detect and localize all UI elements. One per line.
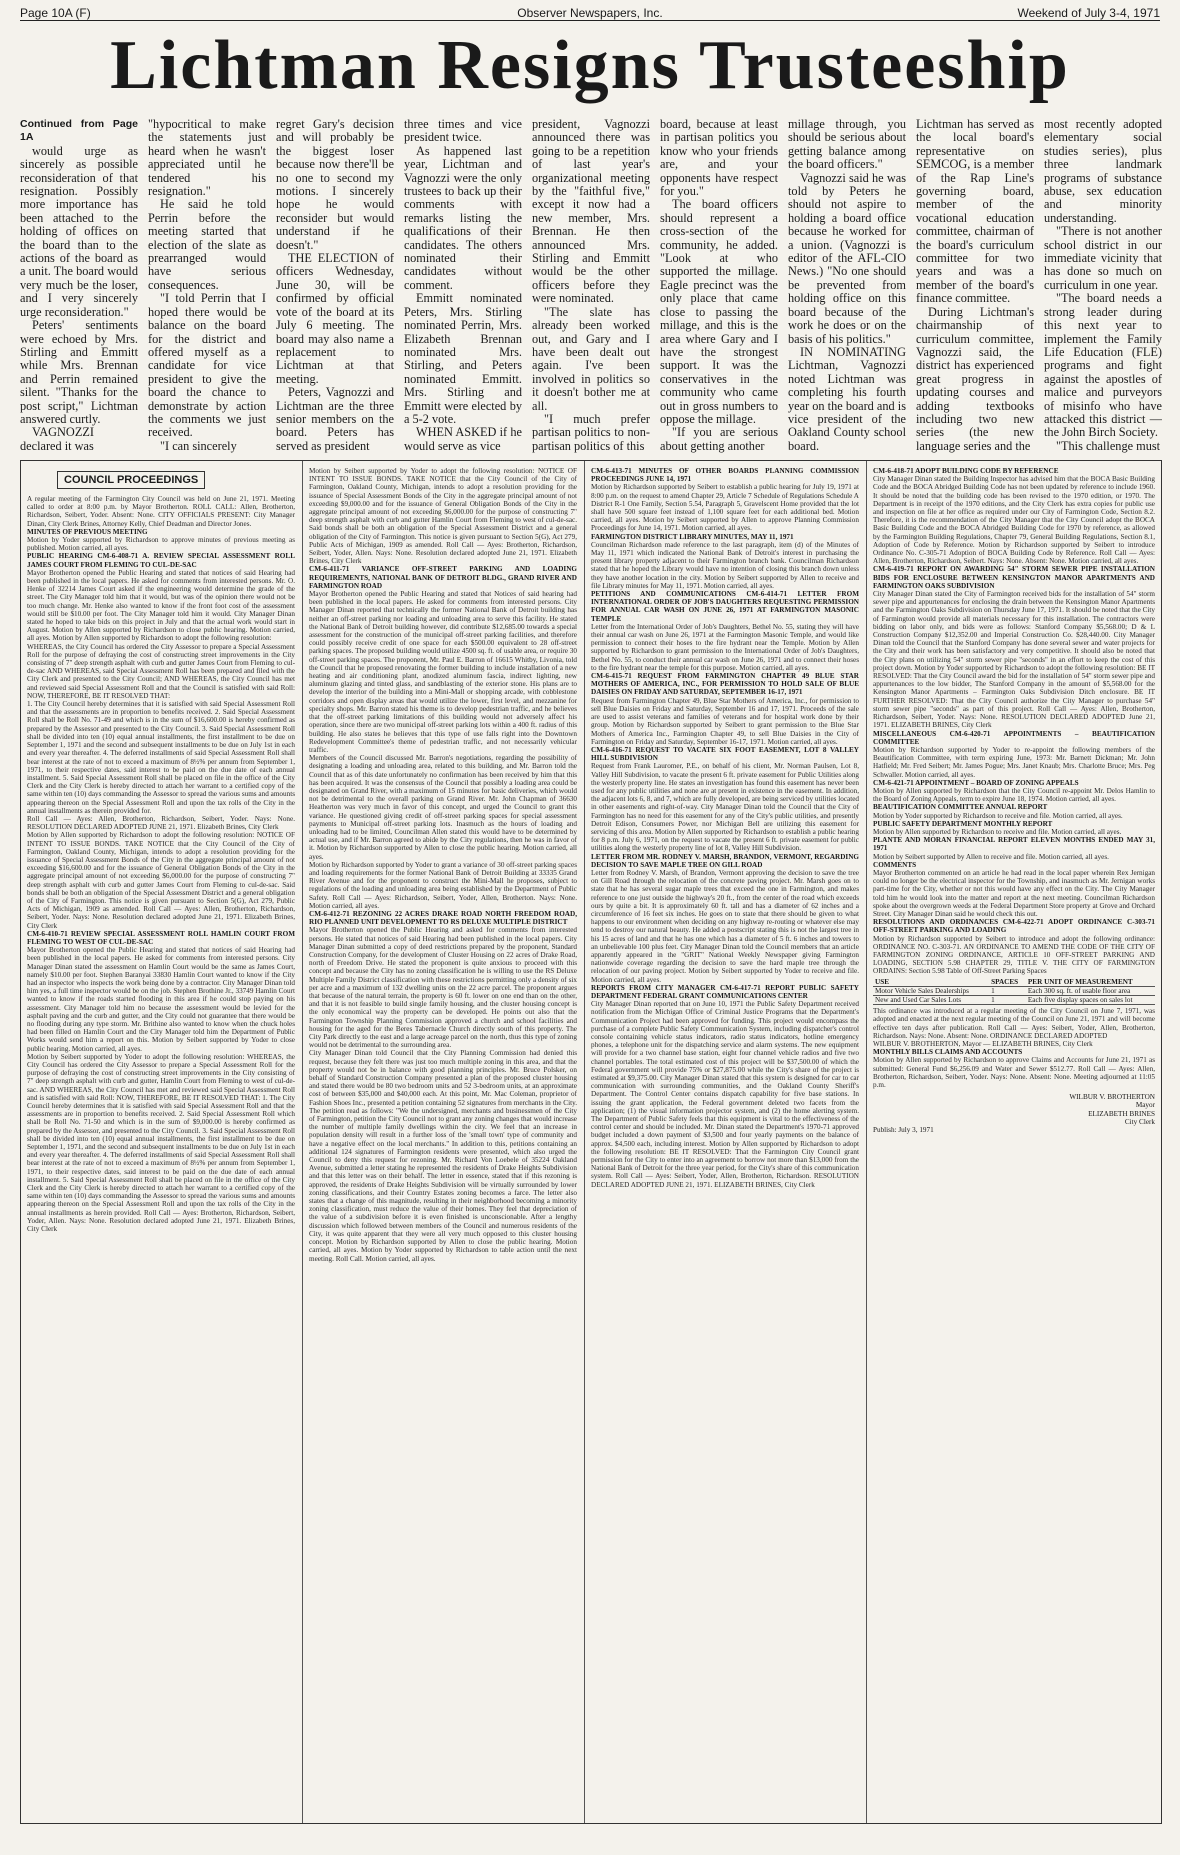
proceedings-heading: PUBLIC HEARING CM-6-408-71 A. REVIEW SPECIAL ASSESSMENT ROLL JAMES COURT FROM FLEMING TO CUL-DE-SAC	[27, 552, 295, 569]
article-column-8	[916, 118, 1034, 454]
proceedings-column-2	[309, 467, 577, 1817]
proceedings-paragraph: Mayor Brotherton commented on an article he had read in the local paper wherein Rex Jernigan could no longer be the electrical inspector for the Township, and inasmuch as Mr. Jernigan works part-time for the City, whether or not this would have any effect on the City. The City Manager told him he would look into the matter and report at the next meeting. Councilman Richardson spoke about the overgrown weeds at the Federal Department Store property at Grove and Orchard Street. City Manager Dinan said he would check this out.	[873, 868, 1155, 918]
proceedings-paragraph: Letter from the International Order of Job's Daughters, Bethel No. 55, stating they will have their annual car wash on June 26, 1971 at the Farmington Masonic Temple, and would like permission to connect their hoses to the fire hydrant near the Temple. Motion by Allen supported by Richardson to grant permission to the International Order of Job's Daughters, Bethel No. 55, to conduct their annual car wash on June 26, 1971 and to connect their hoses to the fire hydrant near the temple for this purpose. Motion carried, all ayes.	[591, 622, 859, 672]
proceedings-heading: MONTHLY BILLS CLAIMS AND ACCOUNTS	[873, 1048, 1023, 1057]
proceedings-heading: LETTER FROM MR. RODNEY V. MARSH, BRANDON, VERMONT, REGARDING DECISION TO SAVE MAPLE TREE ON GILL ROAD	[591, 852, 859, 869]
council-proceedings-title: COUNCIL PROCEEDINGS	[57, 471, 205, 489]
signature-block	[873, 1093, 1155, 1134]
proceedings-heading: CM-6-412-71 REZONING 22 ACRES DRAKE ROAD NORTH FREEDOM ROAD, RIO PLANNED UNIT DEVELOPMENT TO RS DELUXE MULTIPLE DISTRICT	[309, 909, 577, 927]
article-paragraph: Peters' sentiments were echoed by Mrs. Stirling and Emmitt while Mrs. Brennan and Perrin remained silent. "Thanks for the post script," Lichtman answered curtly.	[20, 318, 138, 426]
article-paragraph: "I can sincerely	[160, 438, 237, 453]
page-headline: Lichtman Resigns Trusteeship	[110, 27, 1070, 104]
article-column-9	[1044, 118, 1162, 454]
article-paragraph: three times and vice president twice.	[404, 118, 522, 145]
proceedings-paragraph: Mayor Brotherton opened the Public Hearing and stated that notices of said Hearing had been published in the local papers. He asked for comments from interested persons. Mr. O. Henke of 32214 James Court asked if the engineering would determine the grade of the street. The City Manager told him that it would, but was of the opinion there would not be too much change. Mr. Henke also wanted to know if the front foot cost of the assessment would still be $10.00 per foot. The City Manager told him it would. City Manager Dinan stated he hoped to take bids on this project in July and that the actual work would start in August. Motion by Allen supported by Richardson to close public hearing. Motion carried, all ayes. Motion by Allen supported by Richardson to adopt the following resolution:	[27, 568, 295, 643]
table-row	[873, 986, 1155, 995]
proceedings-paragraph: Mayor Brotherton opened the Public Hearing and asked for comments from interested persons. He stated that notices of said Hearing had been published in the local papers. City Manager Dinan submitted a copy of deed restrictions prepared by the proponent, Standard Construction Company, for the development of Cluster Housing on 22 acres of Drake Road, north of Freedom Drive. He stated the proponent is quite anxious to proceed with this concept and because the City has no zoning classification he is willing to use the RS Deluxe Multiple Family District classification with these restrictions permitting only a density of six per acre and a maximum of 132 dwelling units on the 22 acre parcel. The proponent argues that because of the natural terrain, the property is 60 ft. lower on one end than on the other, and that it is not feasible to build single family housing, and the cluster housing concept is the only economical way the property can be developed. He points out also that the Farmington Township Planning Commission approved a church and school facilities and housing for the aged for the Beres Tabernacle Church directly south of this property. The City Park directly to the east and a large acreage parcel on the north, thus this type of zoning would not be detrimental to the surrounding area.	[309, 926, 577, 1050]
proceedings-paragraph: Letter from Rodney V. Marsh, of Brandon, Vermont approving the decision to save the tree on Gill Road through the relocation of the concrete paving project. Mr. Marsh goes on to state that he has several sugar maple trees that exceed the one in Farmington, and makes reference to one just outside the highway's 20 ft., from the center of the road which exceeds ours by quite a bit. It is approximately 60 ft. tall and has a diameter of 62 inches and a circumference of 16 feet six inches. He goes on to state that there should be given to what happens to our environment when deciding on any highway re-routing or whatever else may tend to destroy our natural beauty. He added a postscript stating this is not the largest tree in his 15 acres of land and that he has one which has a diameter of 5 ft. 6 inches and towers to an unbelievable 100 plus feet. City Manager Dinan told the Council members that an article apparently appeared in the "GRIT" National Weekly Newspaper giving Farmington nationwide coverage regarding the decision to save the hard maple tree through the relocation of our paving project. Motion by Seibert supported by Yoder to receive and file. Motion carried, all ayes.	[591, 868, 859, 984]
article-column-5	[532, 118, 650, 454]
proceedings-paragraph: This ordinance was introduced at a regular meeting of the City Council on June 7, 1971, was adopted and enacted at the next regular meeting of the Council on June 21, 1971 and will become effective ten days after publication. Roll Call — Ayes: Seibert, Yoder, Allen, Brotherton, Richardson. Nays: None. Absent: None. ORDINANCE DECLARED ADOPTED	[873, 1007, 1155, 1040]
proceedings-paragraph: Request from Frank Lauromer, P.E., on behalf of his client, Mr. Norman Paulsen, Lot 8, Valley Hill Subdivision, to vacate the present 6 ft. private easement for Public Utilities along the westerly property line. He states an investigation has found this easement has never been used for any public utilities and none are at present in existence in the easement. In addition, the adjacent lots 6, 8, and 7, which are fully developed, are being serviced by utilities located in other easements and right-of-way. City Manager Dinan told the Council that the City of Farmington has no need for this easement for any of the City's public utilities, and presently Detroit Edison, Consumers Power, nor Michigan Bell are utilizing this easement for servicing of this area. Motion by Allen supported by Richardson to establish a public hearing for 8 p.m. July 6, 1971, on the request to vacate the present 6 ft. private easement for public utilities along the westerly property line of lot 8, Valley Hill Subdivision.	[591, 762, 859, 853]
mayor-title: Mayor	[1135, 1101, 1155, 1110]
proceedings-paragraph: City Manager Dinan stated the Building Inspector has advised him that the BOCA Basic Building Code and the BOCA Abridged Building Code has not been updated by reference to include 1960. It should be noted that the building code has been revised to the 1970 edition, or 1970. The Department is in receipt of the 1970 editions, and the City Clerk has extra copies for public use and inspection on file at her office as required under our City of Farmington Code, Section 8.2. Therefore, it is the recommendation of the City Manager that the City Council adopt the BOCA Basic Building Code and the BOCA Abridged Building Code for 1970 by reference, as allowed by the Farmington Building Regulations, Chapter 79, General Building Regulations, Section 8.1, Adoption of Code by Reference. Motion by Richardson supported by Seibert to introduce Ordinance No. C-305-71 Adoption of BOCA Building Code by Reference. Roll Call — Ayes: Allen, Brotherton, Richardson, Seibert. Nays: None. Absent: None. Motion carried, all ayes.	[873, 475, 1155, 566]
proceedings-paragraph: Motion by Allen supported by Richardson that the City Council re-appoint Mr. Delos Hamlin to the Board of Zoning Appeals, term to expire June 18, 1974. Motion carried, all ayes.	[873, 786, 1155, 804]
article-paragraph: The board officers should represent a cross-section of the community, he added. "Look at who supported the millage. Eagle precinct was the only place that came close to passing the millage, and this is the area where Gary and I have the strongest support. It was the conservatives in the community who came out in gross numbers to oppose the millage.	[660, 197, 778, 426]
article-column-7	[788, 118, 906, 454]
mayor-name: WILBUR V. BROTHERTON	[1069, 1093, 1155, 1102]
column-divider	[866, 461, 867, 1823]
table-cell: 1	[989, 996, 1026, 1005]
pack-111-headline	[1044, 453, 1162, 454]
table-cell: Motor Vehicle Sales Dealerships	[873, 986, 989, 995]
issue-date: Weekend of July 3-4, 1971	[1017, 6, 1160, 20]
council-proceedings-notice	[20, 460, 1162, 1824]
article-column-1	[20, 118, 138, 454]
proceedings-heading: BEAUTIFICATION COMMITTEE ANNUAL REPORT	[873, 803, 1048, 812]
proceedings-paragraph: Members of the Council discussed Mr. Barron's negotiations, regarding the possibility of designating a loading and unloading area, related to this building, and Mr. Barron told the Council that as of this date unfortunately no confirmation has been received by him that this has been acquired. It was the consensus of the Council that possibly a loading area could be designated on Grand River, with a maximum of 15 minutes for basic deliveries, which would not be detrimental to the overall parking on Grand River. Mr. John Chapman of 36630 Heatherton was very much in favor of this concept, and urged the Council to grant this variance. He questioned giving credit of off-street parking spaces for special assessment payments to Municipal off-street parking lots. Inasmuch as the hours of loading and unloading had to be limited, Councilman Allen stated this would have to be determined by actual use, and if Mr. Barron agreed to abide by the City regulations, then he was in favor of it. Motion by Richardson supported by Allen to close the public hearing. Motion carried, all ayes.	[309, 754, 577, 861]
article-column-2	[148, 118, 266, 454]
article-paragraph: "I told Perrin that I hoped there would be balance on the board for the district and offered myself as a candidate for vice president to give the board the chance to demonstrate by action the comments we just received.	[148, 291, 266, 440]
proceedings-heading: REPORTS FROM CITY MANAGER CM-6-417-71 REPORT PUBLIC SAFETY DEPARTMENT FEDERAL GRANT COMMUNICATIONS CENTER	[591, 983, 859, 1000]
proceedings-heading: PETITIONS AND COMMUNICATIONS CM-6-414-71 LETTER FROM INTERNATIONAL ORDER OF JOB'S DAUGHTERS REQUESTING PERMISSION FOR ANNUAL CAR WASH ON JUNE 26, 1971 AT FARMINGTON MASONIC TEMPLE	[591, 590, 859, 623]
article-paragraph: would urge as sincerely as possible reconsideration of that resignation. Possibly more importance has been attached to the holding of offices on the board than to the actions of the board as a unit. The board would very much be the loser, and I very sincerely urge reconsideration."	[20, 143, 138, 319]
proceedings-column-3	[591, 467, 859, 1817]
article-paragraph: "This challenge must	[1056, 438, 1161, 453]
proceedings-heading: MINUTES OF PREVIOUS MEETING	[27, 527, 148, 536]
lichtman-article	[20, 118, 1162, 454]
article-paragraph: "There is not another school district in our immediate vicinity that has done so much on curriculum in one year.	[1044, 224, 1162, 292]
proceedings-paragraph: Motion by Allen supported by Richardson to adopt the following resolution: NOTICE OF INTENT TO ISSUE BONDS. TAKE NOTICE that the City Council of the City of Farmington, Oakland County, Michigan, intends to adopt a resolution providing for the issuance of Special Assessment Bonds of the City in the aggregate principal amount of not exceeding $16,600.00 and for the issuance of General Obligation Bonds of the City in the aggregate principal amount of not exceeding $6,000.00 for the purpose of constructing 7" deep strength asphalt with curb and gutter James Court from Fleming to cul-de-sac. Said bonds shall be both an obligation of the Special Assessment District and a general obligation of the City of Farmington. This notice is given pursuant to Section 5(G), Act 279, Public Acts of Michigan, 1909 as amended. Roll Call — Ayes: Allen, Brotherton, Richardson, Seibert, Yoder. Nays: None. Resolution declared adopted June 21, 1971. Elizabeth Brines, City Clerk	[27, 831, 295, 930]
article-paragraph: Peters, Vagnozzi and Lichtman are the three senior members on the board. Peters has served as president	[276, 385, 394, 453]
proceedings-paragraph: WILBUR V. BROTHERTON, Mayor — ELIZABETH BRINES, City Clerk	[873, 1040, 1093, 1049]
off-street-parking-table	[873, 978, 1155, 1006]
proceedings-heading: MISCELLANEOUS CM-6-420-71 APPOINTMENTS – BEAUTIFICATION COMMITTEE	[873, 729, 1155, 746]
proceedings-heading: CM-6-410-71 REVIEW SPECIAL ASSESSMENT ROLL HAMLIN COURT FROM FLEMING TO WEST OF CUL-DE-SAC	[27, 929, 295, 946]
table-cell: Each 300 sq. ft. of usable floor area	[1026, 986, 1155, 995]
proceedings-heading: RESOLUTIONS AND ORDINANCES CM-6-422-71 ADOPT ORDINANCE C-303-71 OFF-STREET PARKING AND LOADING	[873, 918, 1155, 935]
article-paragraph: regret Gary's decision and will probably be the biggest loser because now there'll be no one to second my motions. I sincerely hope he would reconsider but would understand if he doesn't."	[276, 118, 394, 252]
proceedings-paragraph: Motion by Richardson supported by Seibert to establish a public hearing for July 19, 1971 at 8:00 p.m. on the request to amend Chapter 29, Article 7 Schedule of Regulations Schedule A District R-1 One Family, Section 5.54, Paragraph 5, Gravelscent Home provided that the lot shall have 500 square feet instead of 1,100 square feet for each additional bed. Motion carried, all ayes. Motion by Seibert supported by Allen to approve Planning Commission Proceedings for June 14, 1971. Motion carried, all ayes.	[591, 483, 859, 533]
article-paragraph: As happened last year, Lichtman and Vagnozzi were the only trustees to back up their comments with remarks listing the qualifications of their candidates. The others nominated their candidates without comment.	[404, 143, 522, 292]
publish-date: Publish: July 3, 1971	[873, 1126, 934, 1135]
proceedings-paragraph: City Manager Dinan stated the City of Farmington received bids for the installation of 54" storm sewer pipe and appurtenances for enclosing the drain between the Kensington Manor Apartments and the Farmington Oaks Subdivision on Thursday June 17, 1971. It should be noted that the City of Farmington would provide all materials necessary for this installation. The contractors were bidding on labor only, and bids were as follows: Stanford Company $5,568.00; D & L Construction Company $12,352.00 and Imperial Construction Co. $28,440.00. City Manager Dinan told the Council that the Stanford Company has done several sewer and water projects for the City and their work has been satisfactory and very competitive. It should also be noted that the City plans on utilizing 54" storm sewer pipe "seconds" in an effort to keep the cost of this project down. Motion by Yoder supported by Richardson to adopt the following resolution: BE IT RESOLVED: That the City Council award the bid for the installation of 54" storm sewer pipe and appurtenances to the low bidder, The Stanford Company in the amount of $5,568.00 for the Kensington Manor Apartments – Farmington Oaks Subdivision Ditch enclosure. BE IT FURTHER RESOLVED: That the City Council authorize the City Manager to purchase 54" storm sewer pipe "seconds" as part of this project. Roll Call — Ayes: Allen, Brotherton, Richardson, Seibert, Yoder. Nays: None. RESOLUTION DECLARED ADOPTED June 21, 1971. ELIZABETH BRINES, City Clerk	[873, 590, 1155, 730]
table-cell: Each five display spaces on sales lot	[1026, 996, 1155, 1005]
table-header: PER UNIT OF MEASUREMENT	[1026, 978, 1155, 987]
proceedings-paragraph: Motion by Yoder supported by Richardson to approve minutes of previous meeting as published. Motion carried, all ayes.	[27, 536, 295, 553]
proceedings-heading: COMMENTS	[873, 860, 917, 869]
continued-line: Continued from Page 1A	[20, 118, 138, 144]
proceedings-paragraph: City Manager Dinan told Council that the City Planning Commission had denied this request, because they felt there was just too much multiple zoning in this area, and that the property would not be in balance with good planning principles. Mr. Bruce Polsker, on behalf of Standard Construction Company presented a plan of the proposed cluster housing and stated there would be 80 two bedroom units and 52 3-bedroom units, at an approximate cost of between $35,000 and $40,000 each. At this point, Mr. Mac Coleman, proprietor of Fashion Shoes Inc., presented a petition containing 52 signatures from merchants in the City. The petition read as follows: "We the undersigned, merchants and businessmen of the City of Farmington, petition the City Council not to grant any zoning changes that would increase the number of multiple family dwellings within the city. We feel that an increase in population density will result in a further loss of the 'small town' type of community and have a negative effect on the local merchants." In addition to this, petitions containing an additional 124 signatures of Farmington residents were presented, which also urged the Council to deny this request for rezoning. Mr. Richard Von Loebele of 35224 Oakland Avenue, submitted a letter stating he represented the residents of Drake Heights Subdivision and that this letter was on their behalf. The letter in essence, stated that if this rezoning is approved, the residents of Drake Heights Subdivision will be virtually surrounded by lower zoning classifications, and their Country Estates zoning becomes a farce. The letter also states that a change of this magnitude, resulting in their neighborhood becoming a minority zoning classification, must reduce the value of their homes. They feel that depreciation of the value of a subdivision before it is even finished is unconscionable. After a lengthy discussion which followed between members of the Council and numerous residents of the City, it was quite apparent that they were all very much opposed to this cluster housing concept. Motion by Richardson supported by Allen to close the public hearing. Motion carried, all ayes. Motion by Yoder supported by Richardson to table action until the next meeting. Roll Call. Motion carried, all ayes.	[309, 1049, 577, 1263]
clerk-name: ELIZABETH BRINES	[1088, 1109, 1155, 1118]
article-paragraph: president, Vagnozzi announced there was going to be a repetition of last year's organizational meeting by the "faithful five," except it now had a new member, Mrs. Brennan. He then announced Mrs. Stirling and Emmitt would be the other officers before they were nominated.	[532, 118, 650, 306]
proceedings-column-1	[27, 467, 295, 1817]
article-paragraph: "I much prefer partisan politics to non-partisan politics of this	[532, 411, 650, 453]
proceedings-heading: CM-6-411-71 VARIANCE OFF-STREET PARKING AND LOADING REQUIREMENTS, NATIONAL BANK OF DETROIT BLDG., GRAND RIVER AND FARMINGTON ROAD	[309, 565, 577, 590]
article-paragraph: most recently adopted elementary social studies series), plus three landmark programs of substance abuse, sex education and minority understanding.	[1044, 118, 1162, 225]
article-paragraph: He said he told Perrin before the meeting started that election of the slate as prearranged would have serious consequences.	[148, 197, 266, 292]
column-divider	[302, 461, 303, 1823]
article-paragraph: "The slate has already been worked out, and Gary and I have been dealt out again. I've been involved in politics so it doesn't bother me at all.	[532, 304, 650, 413]
proceedings-paragraph: Motion by Allen supported by Richardson to approve Claims and Accounts for June 21, 1971 as submitted: General Fund $6,256.09 and Water and Sewer $512.77. Roll Call — Ayes: Allen, Brotherton, Richardson, Seibert, Yoder. Nays: None. Absent: None. Meeting adjourned at 11:05 p.m.	[873, 1056, 1155, 1090]
article-paragraph: THE ELECTION of officers Wednesday, June 30, will be confirmed by official vote of the board at its July 6 meeting. The board may also name a replacement to Lichtman at that meeting.	[276, 251, 394, 386]
publisher-name: Observer Newspapers, Inc.	[517, 6, 663, 20]
proceedings-paragraph: Councilman Richardson made reference to the last paragraph, item (d) of the Minutes of May 11, 1971 which indicated the National Bank of Detroit's interest in purchasing the present library property adjacent to their Farmington branch bank. Councilman Richardson stated that he hoped the Library would have no intention of closing this branch down unless they have another location in the city. Motion by Seibert supported by Allen to receive and file Library minutes for May 11, 1971. Motion carried, all ayes.	[591, 540, 859, 590]
proceedings-paragraph: Motion by Richardson supported by Yoder to grant a variance of 30 off-street parking spaces and loading requirements for the former National Bank of Detroit Building at 33335 Grand River Avenue and for the proponent to construct the Mini-Mall he proposes, subject to regulations of the loading and unloading area being established by the Department of Public Safety. Roll Call — Ayes: Richardson, Seibert, Yoder, Allen, Brotherton. Nays: None. Motion carried, all ayes.	[309, 860, 577, 910]
proceedings-column-4	[873, 467, 1155, 1817]
proceedings-heading: CM-6-416-71 REQUEST TO VACATE SIX FOOT EASEMENT, LOT 8 VALLEY HILL SUBDIVISION	[591, 745, 859, 763]
proceedings-heading: PUBLIC SAFETY DEPARTMENT MONTHLY REPORT	[873, 819, 1053, 828]
proceedings-paragraph: Motion by Richardson supported by Seibert to introduce and adopt the following ordinance: ORDINANCE NO. C-303-71. AN ORDINANCE TO AMEND THE CODE OF THE CITY OF FARMINGTON ZONING ORDINANCE, ARTICLE 10 OFF-STREET PARKING AND LOADING, SECTION 5.98 CHAPTER 29, TITLE V. THE CITY OF FARMINGTON ORDAINS: Section 5.98 Table of Off-Street Parking Spaces	[873, 934, 1155, 976]
proceedings-paragraph: Motion by Seibert supported by Yoder to adopt the following resolution: WHEREAS, the City Council has ordered the City Assessor to prepare a Special Assessment Roll for the purpose of defraying the cost of constructing street improvements in the City consisting of 7" deep strength asphalt with curb and gutter, Hamlin Court from Fleming to west of cul-de-sac. AND WHEREAS, the City Council has met and reviewed said Special Assessment Roll and is satisfied with said Roll: NOW, THEREFORE, BE IT RESOLVED THAT: 1. The City Council hereby determines that it is satisfied with said Special Assessment Roll and that the assessments are in proportion to benefits received. 2. Said Special Assessment Roll which shall be Roll No. 71-50 and which is in the sum of $9,000.00 is hereby confirmed as prepared by the Assessor, and presented to the City Council. 3. Said Special Assessment Roll shall be divided into ten (10) equal annual installments, the first installment to be due on September 1, 1971, and the second and subsequent installments to be due on July 1st in each and every year thereafter. 4. The deferred installments of said Special Assessment Roll shall bear interest at the rate of not to exceed a maximum of 8½% per annum from September 1, 1971, to their respective dates, said interest to be paid on the due date of each annual installment. 5. Said Special Assessment Roll shall be placed on file in the office of the City Clerk and the City Clerk is hereby directed to attach her warrant to a certified copy of the same within ten (10) days commanding the Assessor to spread the various sums and amounts appearing thereon on the Special Assessment Roll and upon the tax rolls of the City in the annual installments as herein provided. Roll Call — Ayes: Brotherton, Richardson, Seibert, Yoder, Allen. Nays: None. Resolution declared adopted June 21, 1971. Elizabeth Brines, City Clerk	[27, 1052, 295, 1234]
article-column-3	[276, 118, 394, 454]
proceedings-paragraph: Motion by Seibert supported by Yoder to adopt the following resolution: NOTICE OF INTENT TO ISSUE BONDS. TAKE NOTICE that the City Council of the City of Farmington, Oakland County, Michigan, intends to adopt a resolution providing for the issuance of Special Assessment Bonds of the City in the aggregate principal amount of not exceeding $9,000.00 and for the issuance of General Obligation Bonds of the City in the aggregate principal amount of not exceeding $6,000.00 for the purpose of constructing 7" deep strength asphalt with curb and gutter Hamlin Court from Fleming to west of cul-de-sac. Said bonds shall be both an obligation of the Special Assessment District and a general obligation of the City of Farmington. This notice is given pursuant to Section 5(G), Act 279, Public Acts of Michigan, 1909 as amended. Roll Call — Ayes: Brotherton, Richardson, Seibert, Yoder, Allen. Nays: None. Resolution declared adopted June 21, 1971. Elizabeth Brines, City Clerk	[309, 467, 577, 566]
table-cell: 1	[989, 986, 1026, 995]
proceedings-heading: CM-6-415-71 REQUEST FROM FARMINGTON CHAPTER 49 BLUE STAR MOTHERS OF AMERICA, INC., FOR PERMISSION TO HOLD SALE OF BLUE DAISIES ON FRIDAY AND SATURDAY, SEPTEMBER 16-17, 1971	[591, 672, 859, 697]
table-cell: New and Used Car Sales Lots	[873, 996, 989, 1005]
proceedings-paragraph: Motion by Seibert supported by Allen to receive and file. Motion carried, all ayes.	[873, 852, 1109, 861]
proceedings-paragraph: Mayor Brotherton opened the Public Hearing and stated that notices of said Hearing had been published in the local papers. He asked for comments from interested persons. City Manager Dinan stated the assessment on Hamlin Court would be the same as James Court, namely $10.00 per foot. Stephen Baranyai 33830 Hamlin Court wanted to know if the City had an inspector who inspects the work being done by a contractor. City Manager Dinan told him yes, a full time inspector would be on the job. Stephen Brothine Jr., 33749 Hamlin Court wanted to know if the roads started flooding in this area if he could stop paying on his assessment. City Manager told him no because the assessment would be levied for the asphalt paving and the curb and gutter, and the City could not guarantee that there would be no flooding during any type storm. Mr. Brithine also wanted to know when the chuck holes had been filled on Hamlin Court and the City Manager told him the Department of Public Works would send him a report on this. Motion by Seibert supported by Yoder to close public hearing. Motion carried, all ayes.	[27, 946, 295, 1053]
proceedings-heading: CM-6-418-71 ADOPT BUILDING CODE BY REFERENCE	[873, 467, 1059, 475]
proceedings-paragraph: WHEREAS, the City Council has ordered the City Assessor to prepare a Special Assessment Roll for the purpose of defraying the cost of constructing street improvements in the City consisting of 7" deep strength asphalt with curb and gutter James Court from Fleming to cul-de-sac AND WHEREAS, said Special Assessment Roll has been prepared and filed with the City Clerk and presented to the City Council; AND WHEREAS, the City Council has met and reviewed said Special Assessment Roll and that the Council is satisfied with said Roll: NOW, THEREFORE, BE IT RESOLVED THAT:	[27, 642, 295, 700]
proceedings-heading: PLANTE AND MORAN FINANCIAL REPORT ELEVEN MONTHS ENDED MAY 31, 1971	[873, 836, 1155, 853]
masthead	[20, 4, 1160, 21]
article-paragraph: IN NOMINATING Lichtman, Vagnozzi noted Lichtman was completing his fourth year on the board and is vice president of the Oakland County school board.	[788, 344, 906, 453]
proceedings-heading: CM-6-419-71 REPORT ON AWARDING 54" STORM SEWER PIPE INSTALLATION BIDS FOR ENCLOSURE BETWEEN KENSINGTON MANOR APARTMENTS AND FARMINGTON OAKS SUBDIVISION	[873, 565, 1155, 590]
article-paragraph: "hypocritical to make the statements just heard when he wasn't appreciated until he tendered his resignation."	[148, 118, 266, 199]
proceedings-paragraph: Motion by Yoder supported by Richardson to receive and file. Motion carried, all ayes.	[873, 811, 1123, 820]
proceedings-paragraph: Roll Call — Ayes: Allen, Brotherton, Richardson, Seibert, Yoder. Nays: None. RESOLUTION DECLARED ADOPTED JUNE 21, 1971. Elizabeth Brines, City Clerk	[27, 814, 295, 832]
article-column-6	[660, 118, 778, 454]
article-paragraph: Emmitt nominated Peters, Mrs. Stirling nominated Perrin, Mrs. Elizabeth Brennan nominated Mrs. Stirling, and Peters nominated Emmitt. Mrs. Stirling and Emmitt were elected by a 5-2 vote.	[404, 291, 522, 426]
table-row	[873, 996, 1155, 1005]
article-paragraph: "The board needs a strong leader during this next year to implement the Family Life Education (FLE) programs and fight against the apostles of malice and purveyors of misinfo who have attacked this district — the John Birch Society.	[1044, 291, 1162, 440]
proceedings-paragraph: City Manager Dinan reported that on June 10, 1971 the Public Safety Department received notification from the Michigan Office of Criminal Justice Programs that the Department's Communication Project had been approved for funding. This project would encompass the purchase of a complete Public Safety Communication System, including dispatcher's control console containing vehicle status indicators, radio status indicators, hotline emergency phones, a telephone unit for the dispatching service and alarm systems. The new equipment will provide for a two channel base station, eight four channel vehicle radios and five two channel portables. The total estimated cost of this project will be $37,500.00 of which the Federal government will provide 75% or $27,875.00 while the City's share of the project is estimated at $9,375.00. City Manager Dinan stated that this system is designed for car to car communication with surrounding communities, and the Oakland County Sheriff's Department. The Control Center contains dispatch capability for five base stations. In issuing the grant application, the Federal government deleted two facets from the application; (1) the visual information projector system, and (2) the home alerting system. The Department of Public Safety feels that this equipment is vital to the effectiveness of the control center and should be included. Mr. Dinan stated the Department's 1970-71 approved budget included a down payment of $3,500 and four yearly payments on the balance of approx. $4,500 each, including interest. Motion by Allen supported by Richardson to adopt the following resolution: BE IT RESOLVED: That the Farmington City Council grant permission for the City to enter into an agreement to borrow not more than $13,000 from the National Bank of Detroit for the three year period, for the City's share of this communication system. Roll Call — Ayes: Seibert, Yoder, Allen, Brotherton, Richardson. RESOLUTION DECLARED ADOPTED JUNE 21, 1971. ELIZABETH BRINES, City Clerk	[591, 1000, 859, 1189]
column-divider	[584, 461, 585, 1823]
proceedings-paragraph: Request from Farmington Chapter 49, Blue Star Mothers of America, Inc., for permission to sell Blue Daisies on Friday and Saturday, September 16 and 17, 1971. Proceeds of the sale are used to assist veterans and families of veterans and for hospital work done by their group. Motion by Richardson supported by Seibert to grant permission to the Blue Star Mothers of America Inc., Farmington Chapter 49, to sell Blue Daisies in the City of Farmington on Friday and Saturday, September 16-17, 1971. Motion carried, all ayes.	[591, 696, 859, 746]
article-paragraph: During Lichtman's chairmanship of curriculum committee, Vagnozzi said, the district has experienced great progress in updating courses and adding textbooks including two new series (the new language series and the	[916, 304, 1034, 453]
proceedings-paragraph: A regular meeting of the Farmington City Council was held on June 21, 1971. Meeting called to order at 8:00 p.m. by Mayor Brotherton. ROLL CALL: Allen, Brotherton, Richardson, Seibert, Yoder. Absent: None. CITY OFFICIALS PRESENT: City Manager Dinan, City Clerk Brines, Attorney Kelly, Chief Deadman and Director Jones.	[27, 495, 295, 528]
article-paragraph: "If you are serious about getting another	[660, 425, 778, 453]
article-paragraph: Lichtman has served as the local board's representative on SEMCOG, is a member of the Rap Line's governing board, member of the vocational education committee, chairman of the board's curriculum committee for two years and was a member of the board's finance committee.	[916, 118, 1034, 306]
table-header: USE	[873, 978, 989, 987]
table-header: SPACES	[989, 978, 1026, 987]
proceedings-paragraph: 1. The City Council hereby determines that it is satisfied with said Special Assessment Roll and that the assessments are in proportion to benefits received. 2. Said Special Assessment Roll shall be Roll No. 71-49 and which is in the sum of $16,600.00 is hereby confirmed as prepared by the Assessor and presented to the City Council. 3. Said Special Assessment Roll shall be divided into ten (10) equal annual installments, the first installment to be due on September 1, 1971 and the second and subsequent installments to be due on July 1st in each and every year thereafter. 4. The deferred installments of said Special Assessment Roll shall bear interest at the rate of not to exceed a maximum of 8½% per annum from September 1, 1971, to their respective dates, said interest to be paid on the due date of each annual installment. 5. Said Special Assessment Roll shall be placed on file in the office of the City Clerk and the City Clerk is hereby directed to attach her warrant to a certified copy of the same within ten (10) days commanding the Assessor to spread the various sums and amounts appearing thereon on the Special Assessment Roll and upon the tax rolls of the City in the annual installments as therein provided for.	[27, 700, 295, 815]
proceedings-paragraph: Motion by Allen supported by Richardson to receive and file. Motion carried, all ayes.	[873, 827, 1122, 836]
proceedings-paragraph: Mayor Brotherton opened the Public Hearing and stated that Notices of said hearing had been published in the local papers. He asked for comments from interested persons. City Manager Dinan reported that technically the former National Bank of Detroit building has neither an off-street parking nor loading and unloading area to serve this facility. He stated the National Bank of Detroit building however, did contribute $12,685.00 towards a special assessment for the construction of the municipal off-street parking facilities, and therefore could possibly receive credit of one space for each $500.00 equivalent to 28 off-street parking spaces. The proposed building would utilize 4500 sq. ft. of usable area, or require 30 off-street parking spaces. The proponent, Mr. Paul E. Barron of 16615 Whitby, Livonia, told the Council that he proposed renovating the former building to include installation of a new heating and air conditioning plant, anodized aluminum fascia, indirect lighting, new aluminum glazing and tinted glass, and sandblasting of the exterior stone. His plans are to develop the interior of the building into a Mini-Mall or shopping arcade, with cobblestone corridors and open display areas that would utilize the lower, first level, and mezzanine for specialty shops. Mr. Barron stated his theme is to develop pedestrian traffic, and he believes that the off-street parking limitations of this building would not adversely affect his operation, since there are two municipal off-street parking lots within a 400 ft. radius of this building. He also states he believes that this type of use falls right into the Downtown Redevelopment Committee's theme of pedestrian traffic, and not necessarily vehicular traffic.	[309, 590, 577, 754]
proceedings-heading: FARMINGTON DISTRICT LIBRARY MINUTES, MAY 11, 1971	[591, 532, 794, 541]
article-paragraph: VAGNOZZI declared it was	[20, 425, 94, 453]
article-paragraph: WHEN ASKED if he would serve as vice	[404, 425, 522, 453]
article-paragraph: board, because at least in partisan politics you know who your friends are, and your opponents have respect for you."	[660, 118, 778, 199]
proceedings-paragraph: Motion by Richardson supported by Yoder to re-appoint the following members of the Beautification Committee, with term expiring June, 1973: Mr. Barnett Dickman; Mr. John Hatfield; Mr. Fred Seibert; Mr. James Pogue; Mrs. Janet Knaub; Mrs. Charlotte Bruce; Mrs. Peg Schwaller. Motion carried, all ayes.	[873, 745, 1155, 779]
article-paragraph: Vagnozzi said he was told by Peters he should not aspire to holding a board office because he worked for a union. (Vagnozzi is editor of the AFL-CIO News.) "No one should be prevented from holding office on this board because of the work he does or on the basis of his politics."	[788, 170, 906, 346]
proceedings-heading: CM-6-413-71 MINUTES OF OTHER BOARDS PLANNING COMMISSION PROCEEDINGS JUNE 14, 1971	[591, 467, 859, 484]
article-paragraph: millage through, you should be serious about getting balance among the board officers."	[788, 118, 906, 172]
proceedings-heading: CM-6-421-71 APPOINTMENT – BOARD OF ZONING APPEALS	[873, 778, 1079, 787]
article-column-4	[404, 118, 522, 454]
clerk-title: City Clerk	[1124, 1117, 1155, 1126]
page-number: Page 10A (F)	[20, 6, 91, 20]
